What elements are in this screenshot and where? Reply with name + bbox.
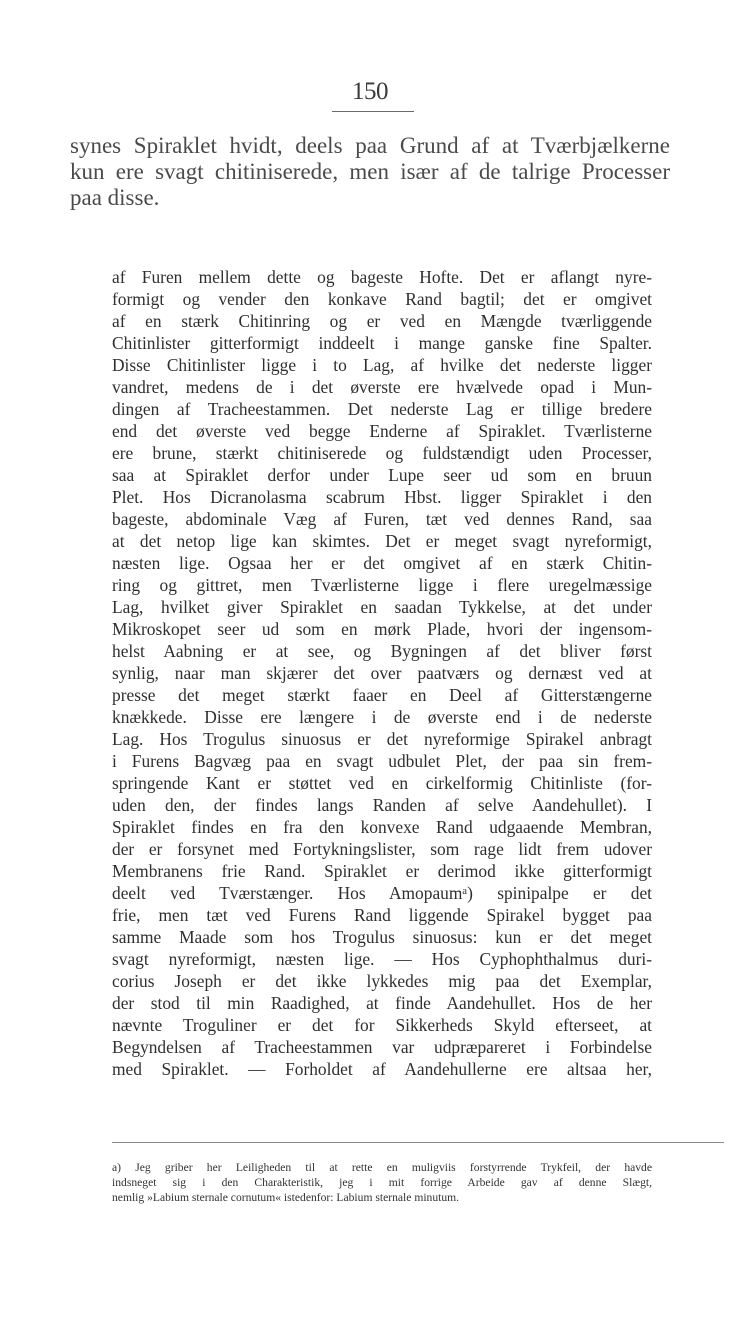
intro-line: paa disse. <box>70 185 160 210</box>
body-paragraph <box>112 266 652 1080</box>
body-line: svagt nyreformigt, næsten lige. — Hos Cyphophthalmus duri- <box>112 949 652 969</box>
body-line: end det øverste ved begge Enderne af Spiraklet. Tværlisterne <box>112 421 652 441</box>
body-line: bageste, abdominale Væg af Furen, tæt ved dennes Rand, saa <box>112 509 652 529</box>
page-number-rule <box>332 111 414 112</box>
body-line: ere brune, stærkt chitiniserede og fuldstændigt uden Processer, <box>112 443 652 463</box>
body-line: i Furens Bagvæg paa en svagt udbulet Plet, der paa sin frem- <box>112 751 652 771</box>
body-line: ring og gittret, men Tværlisterne ligge i flere uregelmæssige <box>112 575 652 595</box>
page-number: 150 <box>352 78 388 105</box>
body-line: Spiraklet findes en fra den konvexe Rand udgaaende Membran, <box>112 817 652 837</box>
body-line: corius Joseph er det ikke lykkedes mig paa det Exemplar, <box>112 971 652 991</box>
body-line: samme Maade som hos Trogulus sinuosus: kun er det meget <box>112 927 652 947</box>
body-line: der er forsynet med Fortykningslister, som rage lidt frem udover <box>112 839 652 859</box>
body-line: vandret, medens de i det øverste ere hvælvede opad i Mun- <box>112 377 652 397</box>
footnote-rule <box>112 1142 724 1143</box>
intro-line: synes Spiraklet hvidt, deels paa Grund af at Tværbjælkerne <box>70 133 670 158</box>
body-line: med Spiraklet. — Forholdet af Aandehullerne ere altsaa her, <box>112 1059 652 1079</box>
body-line: Begyndelsen af Tracheestammen var udpræpareret i Forbindelse <box>112 1037 652 1057</box>
body-line: springende Kant er støttet ved en cirkelformig Chitinliste (for- <box>112 773 652 793</box>
body-line: af Furen mellem dette og bageste Hofte. Det er aflangt nyre- <box>112 267 652 287</box>
body-line: helst Aabning er at see, og Bygningen af det bliver først <box>112 641 652 661</box>
footnote <box>112 1160 652 1205</box>
body-line: der stod til min Raadighed, at finde Aandehullet. Hos de her <box>112 993 652 1013</box>
footnote-line: indsneget sig i den Charakteristik, jeg i mit forrige Arbeide gav af denne Slægt, <box>112 1176 652 1189</box>
body-line: deelt ved Tværstænger. Hos Amopaumᵃ) spinipalpe er det <box>112 883 652 903</box>
intro-paragraph <box>70 133 670 211</box>
body-line: nævnte Troguliner er det for Sikkerheds Skyld efterseet, at <box>112 1015 652 1035</box>
body-line: Mikroskopet seer ud som en mørk Plade, hvori der ingensom- <box>112 619 652 639</box>
body-line: frie, men tæt ved Furens Rand liggende Spirakel bygget paa <box>112 905 652 925</box>
body-line: at det netop lige kan skimtes. Det er meget svagt nyreformigt, <box>112 531 652 551</box>
footnote-line: a) Jeg griber her Leiligheden til at rette en muligviis forstyrrende Trykfeil, der havde <box>112 1161 652 1174</box>
body-line: Membranens frie Rand. Spiraklet er derimod ikke gitterformigt <box>112 861 652 881</box>
body-line: Lag, hvilket giver Spiraklet en saadan Tykkelse, at det under <box>112 597 652 617</box>
body-line: af en stærk Chitinring og er ved en Mængde tværliggende <box>112 311 652 331</box>
body-line: Disse Chitinlister ligge i to Lag, af hvilke det nederste ligger <box>112 355 652 375</box>
intro-line: kun ere svagt chitiniserede, men især af de talrige Processer <box>70 159 670 184</box>
body-line: dingen af Tracheestammen. Det nederste Lag er tillige bredere <box>112 399 652 419</box>
body-line: Plet. Hos Dicranolasma scabrum Hbst. ligger Spiraklet i den <box>112 487 652 507</box>
body-line: Lag. Hos Trogulus sinuosus er det nyreformige Spirakel anbragt <box>112 729 652 749</box>
body-line: presse det meget stærkt faaer en Deel af Gitterstængerne <box>112 685 652 705</box>
body-line: knækkede. Disse ere længere i de øverste end i de nederste <box>112 707 652 727</box>
body-line: saa at Spiraklet derfor under Lupe seer ud som en bruun <box>112 465 652 485</box>
body-line: formigt og vender den konkave Rand bagtil; det er omgivet <box>112 289 652 309</box>
body-line: uden den, der findes langs Randen af selve Aandehullet). I <box>112 795 652 815</box>
body-line: synlig, naar man skjærer det over paatværs og dernæst ved at <box>112 663 652 683</box>
footnote-line: nemlig »Labium sternale cornutum« istedenfor: Labium sternale minutum. <box>112 1191 460 1204</box>
body-line: næsten lige. Ogsaa her er det omgivet af en stærk Chitin- <box>112 553 652 573</box>
body-line: Chitinlister gitterformigt inddeelt i mange ganske fine Spalter. <box>112 333 652 353</box>
